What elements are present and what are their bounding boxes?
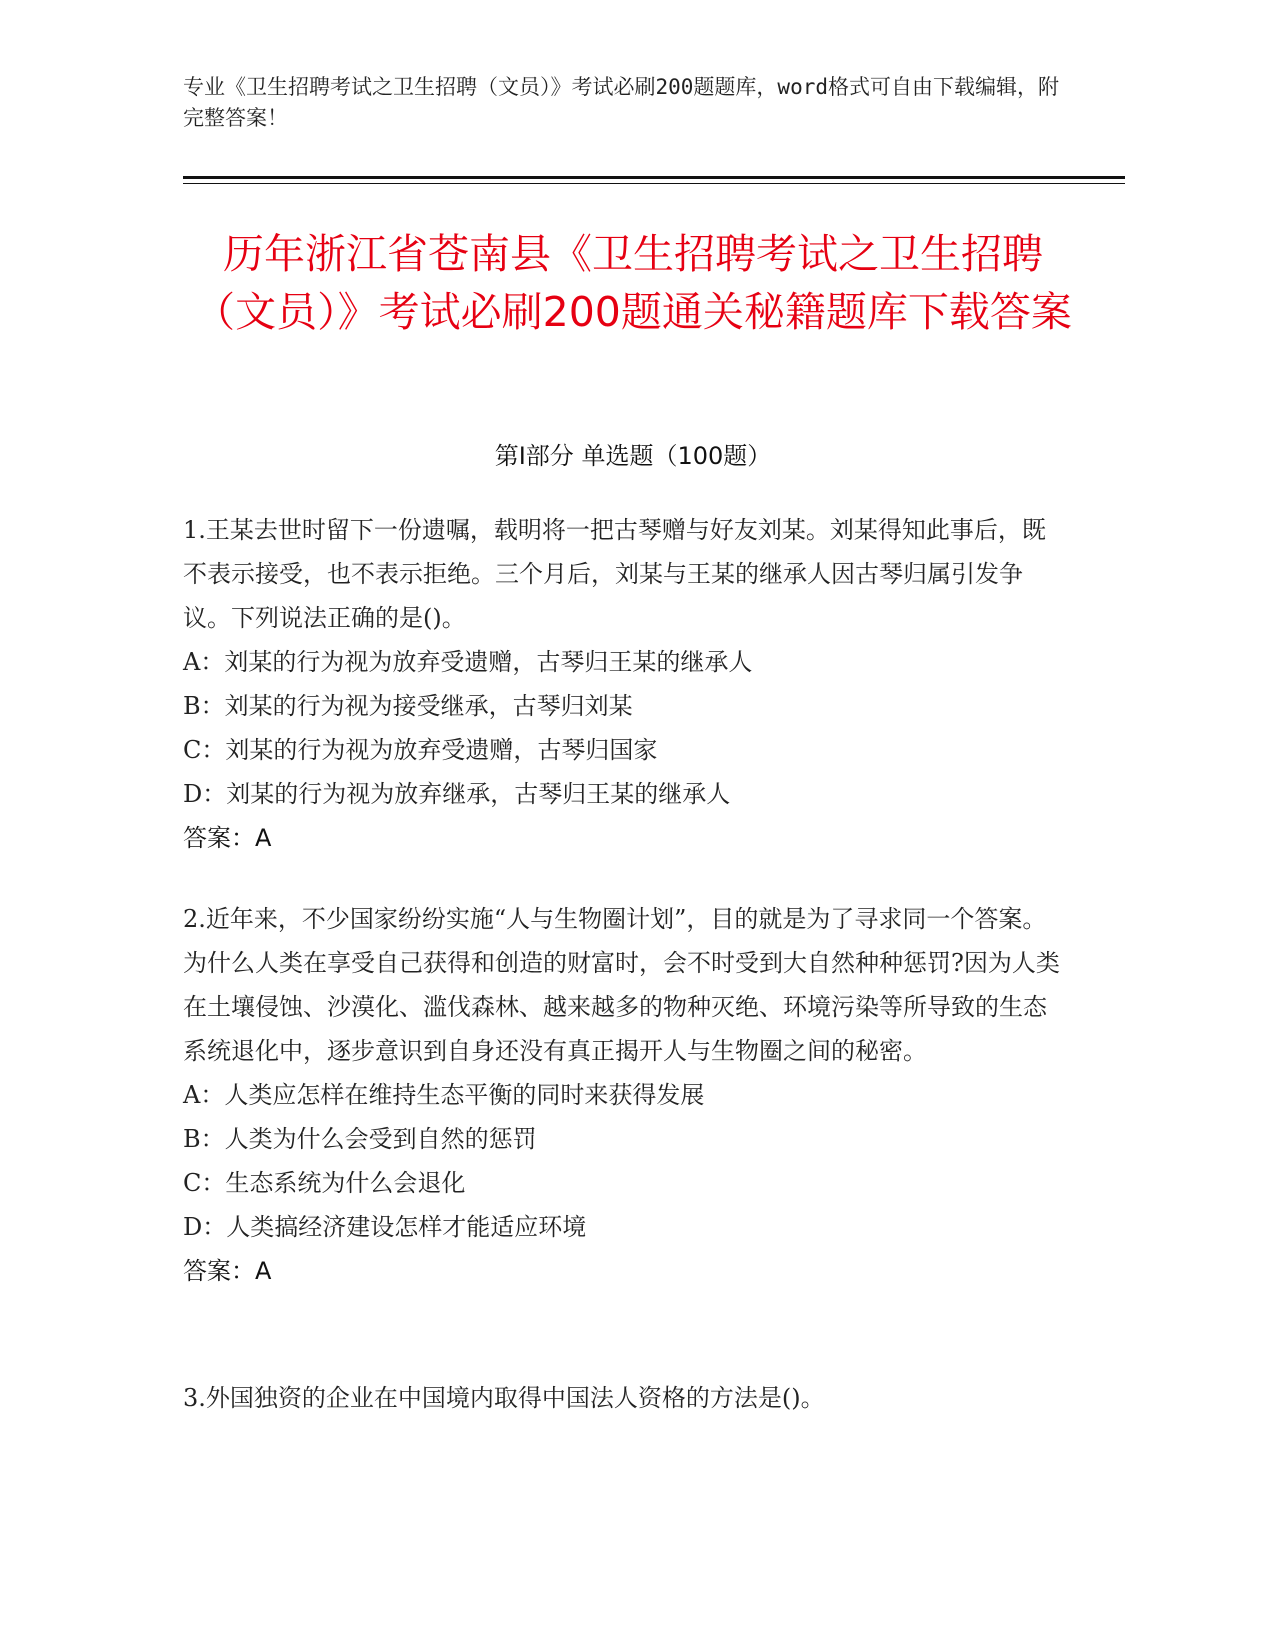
question-3 <box>183 1376 1063 1420</box>
option-b: B：人类为什么会受到自然的惩罚 <box>183 1125 537 1153</box>
question-stem: 3.外国独资的企业在中国境内取得中国法人资格的方法是()。 <box>183 1384 825 1412</box>
option-d: D：刘某的行为视为放弃继承，古琴归王某的继承人 <box>183 780 731 808</box>
option-a: A：刘某的行为视为放弃受遗赠，古琴归王某的继承人 <box>183 648 753 676</box>
section-heading: 第Ⅰ部分 单选题（100题） <box>494 442 772 470</box>
document-title: 历年浙江省苍南县《卫生招聘考试之卫生招聘（文员）》考试必刷200题通关秘籍题库下载答案 <box>194 230 1072 336</box>
question-2 <box>183 897 1063 1293</box>
option-c: C：生态系统为什么会退化 <box>183 1169 466 1197</box>
answer: 答案：A <box>183 824 272 852</box>
option-a: A：人类应怎样在维持生态平衡的同时来获得发展 <box>183 1081 705 1109</box>
header-divider <box>183 176 1125 179</box>
answer: 答案：A <box>183 1257 272 1285</box>
option-d: D：人类搞经济建设怎样才能适应环境 <box>183 1213 587 1241</box>
header-note: 专业《卫生招聘考试之卫生招聘（文员）》考试必刷200题题库，word格式可自由下载编辑，附完整答案！ <box>183 75 1059 130</box>
option-b: B：刘某的行为视为接受继承，古琴归刘某 <box>183 692 633 720</box>
header-divider-thin <box>183 183 1125 184</box>
question-stem: 1.王某去世时留下一份遗嘱，载明将一把古琴赠与好友刘某。刘某得知此事后，既不表示接受，也不表示拒绝。三个月后，刘某与王某的继承人因古琴归属引发争议。下列说法正确的是()。 <box>183 516 1046 632</box>
option-c: C：刘某的行为视为放弃受遗赠，古琴归国家 <box>183 736 658 764</box>
question-stem: 2.近年来，不少国家纷纷实施“人与生物圈计划”，目的就是为了寻求同一个答案。为什么人类在享受自己获得和创造的财富时，会不时受到大自然种种惩罚?因为人类在土壤侵蚀、沙漠化、滥伐森林、越来越多的物种灭绝、环境污染等所导致的生态系统退化中，逐步意识到自身还没有真正揭开人与生物圈之间的秘密。 <box>183 905 1060 1065</box>
question-1 <box>183 508 1063 860</box>
